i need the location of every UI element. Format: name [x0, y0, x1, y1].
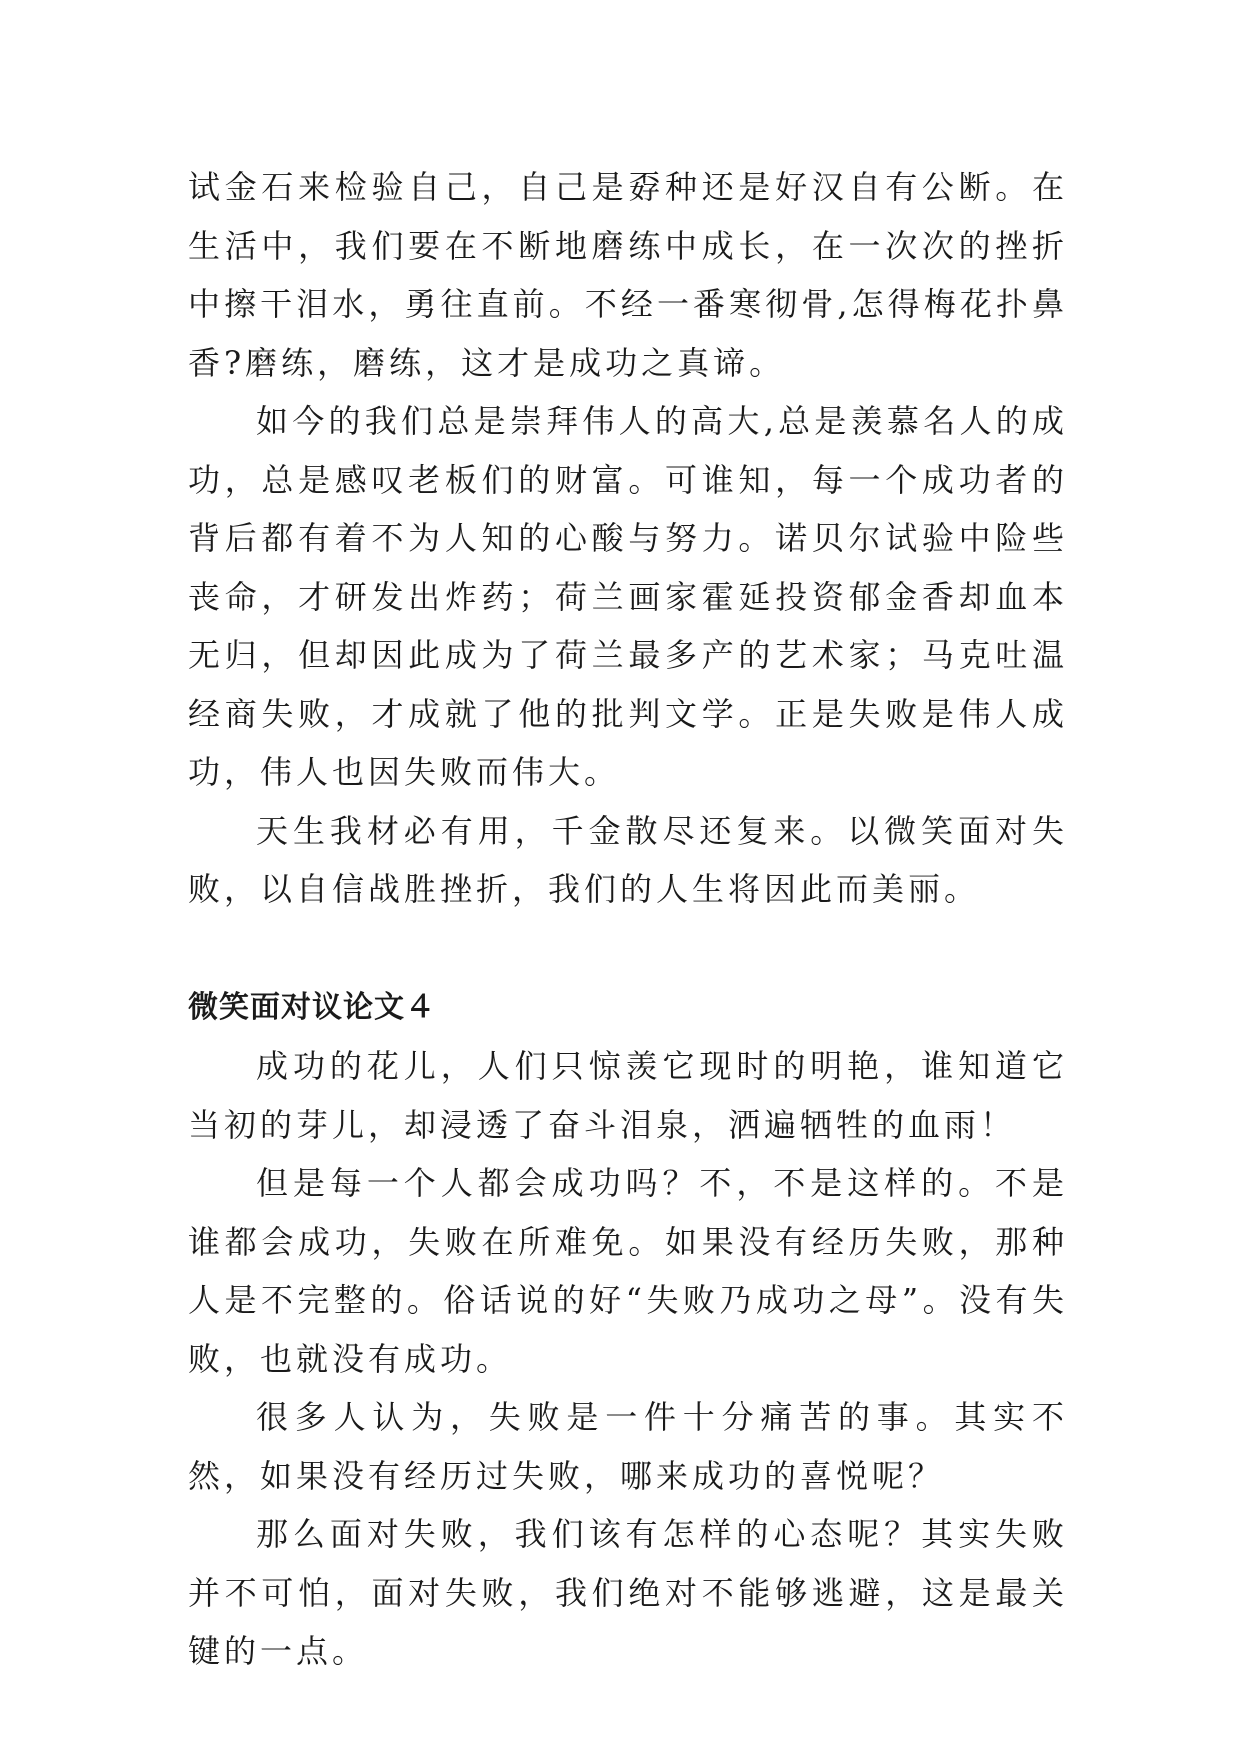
paragraph: 试金石来检验自己，自己是孬种还是好汉自有公断。在生活中，我们要在不断地磨练中成长，在一次次的挫折中擦干泪水，勇往直前。不经一番寒彻骨,怎得梅花扑鼻香?磨练，磨练，这才是成功之真谛。 [188, 168, 1068, 382]
document-body [188, 158, 1068, 1681]
paragraph: 很多人认为，失败是一件十分痛苦的事。其实不然，如果没有经历过失败，哪来成功的喜悦呢？ [188, 1398, 1068, 1495]
paragraph: 天生我材必有用，千金散尽还复来。以微笑面对失败，以自信战胜挫折，我们的人生将因此而美丽。 [188, 811, 1068, 908]
paragraph: 但是每一个人都会成功吗？不，不是这样的。不是谁都会成功，失败在所难免。如果没有经历失败，那种人是不完整的。俗话说的好“失败乃成功之母”。没有失败，也就没有成功。 [188, 1164, 1068, 1378]
paragraph: 那么面对失败，我们该有怎样的心态呢？其实失败并不可怕，面对失败，我们绝对不能够逃避，这是最关键的一点。 [188, 1515, 1068, 1670]
paragraph: 成功的花儿，人们只惊羡它现时的明艳，谁知道它当初的芽儿，却浸透了奋斗泪泉，洒遍牺牲的血雨！ [188, 1047, 1068, 1144]
paragraph: 如今的我们总是崇拜伟人的高大,总是羡慕名人的成功，总是感叹老板们的财富。可谁知，每一个成功者的背后都有着不为人知的心酸与努力。诺贝尔试验中险些丧命，才研发出炸药；荷兰画家霍延投资郁金香却血本无归，但却因此成为了荷兰最多产的艺术家；马克吐温经商失败，才成就了他的批判文学。正是失败是伟人成功，伟人也因失败而伟大。 [188, 402, 1068, 791]
section-title: 微笑面对议论文４ [188, 989, 436, 1025]
